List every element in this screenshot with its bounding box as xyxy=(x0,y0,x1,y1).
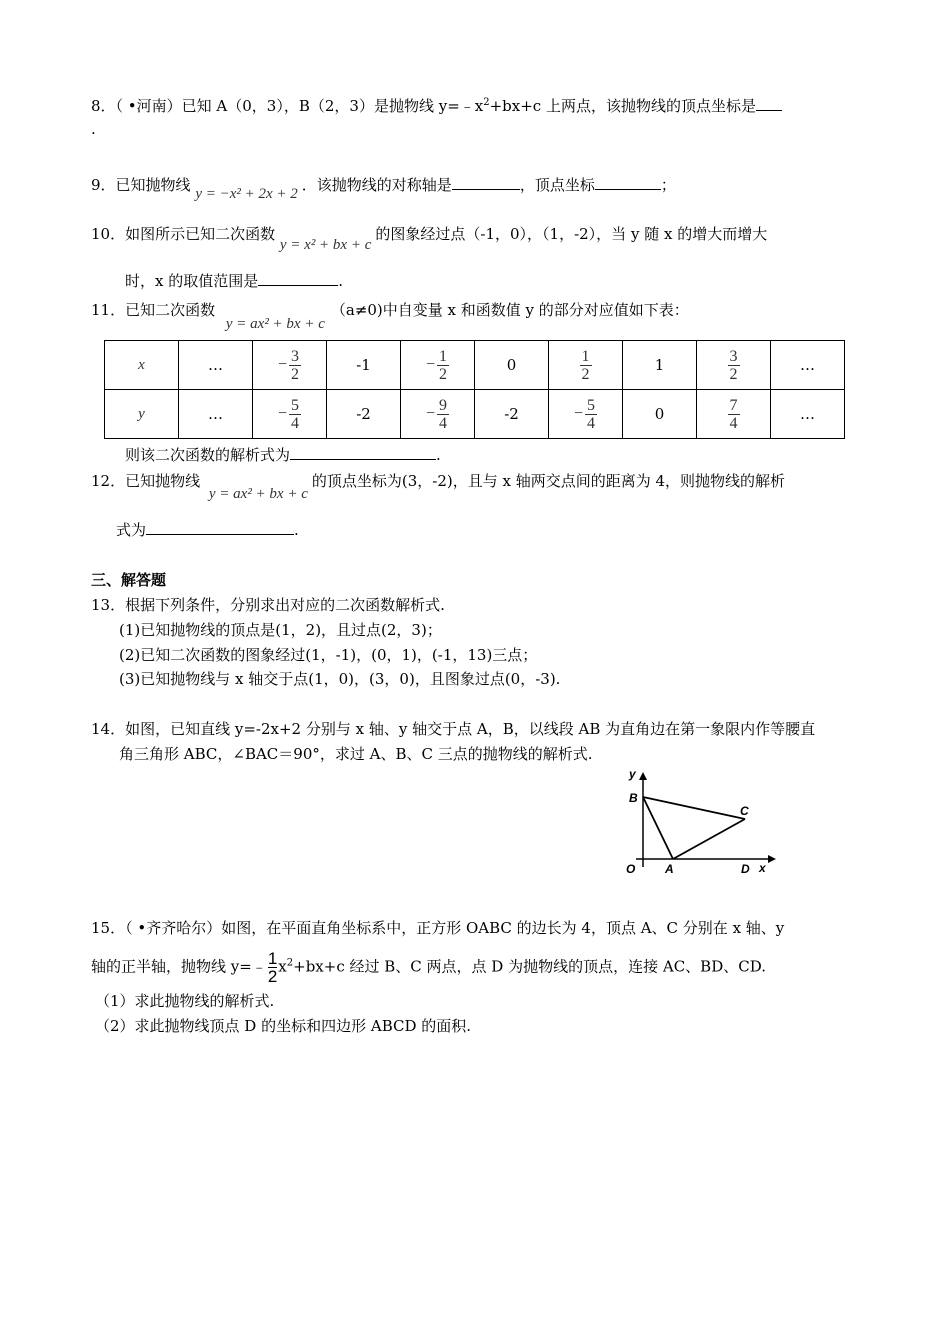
y-cell-value: 0 xyxy=(654,405,665,423)
y-cell-denominator: 4 xyxy=(291,414,300,432)
q8-text-post: +bx+c 上两点，该抛物线的顶点坐标是 xyxy=(489,97,756,115)
q15-frac-num: 1 xyxy=(267,949,278,968)
q15-x: x xyxy=(278,957,287,976)
q12-blank xyxy=(146,520,294,535)
x-cell-denominator: 2 xyxy=(581,366,590,383)
label-b: B xyxy=(629,791,638,805)
q9-mid2: ，顶点坐标 xyxy=(519,176,595,194)
table-cell xyxy=(253,341,327,390)
x-cell-fraction xyxy=(728,348,740,383)
q12-line2-text: 式为 xyxy=(116,521,147,539)
q10-text: 10．如图所示已知二次函数 xyxy=(91,225,276,243)
label-y: y xyxy=(629,767,636,781)
x-cell-numerator: 3 xyxy=(729,348,738,365)
table-cell xyxy=(549,341,623,390)
x-cell-sign: − xyxy=(425,356,436,373)
q12-text: 12．已知抛物线 xyxy=(91,472,201,490)
table-cell xyxy=(327,341,401,390)
x-cell-value: 0 xyxy=(506,356,517,374)
table-cell xyxy=(475,390,549,439)
table-cell xyxy=(327,390,401,439)
q9-text: 9．已知抛物线 xyxy=(91,176,191,194)
q13-item: (1)已知抛物线的顶点是(1，2)，且过点(2，3)； xyxy=(119,621,442,639)
section-heading: 三、解答题 xyxy=(91,571,167,589)
x-cell-value: -1 xyxy=(356,356,371,374)
table-cell xyxy=(401,390,475,439)
y-cell-value: -2 xyxy=(356,405,371,423)
q15-item: （1）求此抛物线的解析式. xyxy=(95,992,275,1010)
q9-end: ； xyxy=(660,176,676,194)
y-cell-sign: − xyxy=(277,405,288,422)
table-cell xyxy=(697,390,771,439)
q8-line1 xyxy=(91,96,782,116)
q10-line1 xyxy=(91,224,768,253)
y-cell-fraction xyxy=(426,397,449,432)
x-cell-denominator: 2 xyxy=(291,365,300,383)
segment-ac xyxy=(673,819,745,859)
x-cell-numerator: 1 xyxy=(581,348,590,365)
y-cell-denominator: 4 xyxy=(587,414,596,432)
x-axis-arrow xyxy=(768,855,776,863)
q15-line1: 15．（ •齐齐哈尔）如图，在平面直角坐标系中，正方形 OABC 的边长为 4，顶点 A、C 分别在 x 轴、y xyxy=(91,919,785,937)
y-cell-numerator: 7 xyxy=(729,397,738,414)
table-x-label: x xyxy=(105,341,179,390)
y-cell-numerator: 9 xyxy=(439,396,448,414)
x-cell-value: 1 xyxy=(654,356,665,374)
q11-after-end: . xyxy=(436,446,441,464)
x-cell-fraction xyxy=(426,348,449,383)
x-cell-denominator: 2 xyxy=(729,366,738,383)
y-cell-fraction xyxy=(728,397,740,432)
q15-line2-pre: 轴的正半轴，抛物线 y=﹣ xyxy=(91,957,267,976)
q15-item: （2）求此抛物线顶点 D 的坐标和四边形 ABCD 的面积. xyxy=(95,1017,472,1035)
label-x: x xyxy=(759,861,766,875)
table-ellipsis: … xyxy=(179,341,253,390)
x-cell-denominator: 2 xyxy=(439,365,448,383)
q11-line xyxy=(91,300,689,332)
q9-mid: ．该抛物线的对称轴是 xyxy=(301,176,452,194)
triangle-figure xyxy=(618,764,778,884)
label-d: D xyxy=(741,862,750,876)
q15-fraction xyxy=(268,950,277,985)
table-cell xyxy=(549,390,623,439)
x-cell-numerator: 1 xyxy=(439,347,448,365)
q12-line2 xyxy=(116,520,299,540)
table-row-y xyxy=(105,390,845,439)
q11-formula: y = ax² + bx + c xyxy=(225,316,325,332)
table-ellipsis: … xyxy=(771,341,845,390)
q10-line2 xyxy=(125,271,343,291)
value-table xyxy=(104,340,845,439)
q11-after xyxy=(125,445,441,465)
y-cell-numerator: 5 xyxy=(291,396,300,414)
q12-end: . xyxy=(294,521,299,539)
table-cell xyxy=(697,341,771,390)
q10-blank xyxy=(258,271,338,286)
y-cell-fraction xyxy=(574,397,597,432)
q9-line xyxy=(91,175,676,202)
table-ellipsis: … xyxy=(771,390,845,439)
y-cell-denominator: 4 xyxy=(729,415,738,432)
y-cell-sign: − xyxy=(573,405,584,422)
q8-sup: 2 xyxy=(483,97,490,108)
label-a: A xyxy=(665,862,674,876)
q14-line1: 14．如图，已知直线 y=-2x+2 分别与 x 轴、y 轴交于点 A，B，以线段 AB 为直角边在第一象限内作等腰直 xyxy=(91,720,816,738)
q15-frac-den: 2 xyxy=(267,967,278,986)
q8-line2: . xyxy=(91,120,96,138)
y-cell-value: -2 xyxy=(504,405,519,423)
q15-line2 xyxy=(91,949,766,986)
q10-line2-text: 时，x 的取值范围是 xyxy=(125,272,259,290)
table-cell xyxy=(401,341,475,390)
label-o: O xyxy=(626,862,636,876)
q13-item: (2)已知二次函数的图象经过(1，-1)，(0，1)，(-1，13)三点； xyxy=(119,646,538,664)
q11-post: （a≠0)中自变量 x 和函数值 y 的部分对应值如下表： xyxy=(330,301,689,319)
q10-end: . xyxy=(338,272,344,290)
q11-blank xyxy=(290,445,436,460)
q15-sup: 2 xyxy=(286,957,294,969)
y-cell-sign: − xyxy=(425,405,436,422)
segment-ab xyxy=(643,797,673,859)
x-cell-numerator: 3 xyxy=(291,347,300,365)
q10-post: 的图象经过点（-1，0），（1，-2），当 y 随 x 的增大而增大 xyxy=(375,225,768,243)
table-row-x xyxy=(105,341,845,390)
y-cell-numerator: 5 xyxy=(587,396,596,414)
table-cell xyxy=(623,341,697,390)
q9-blank-axis xyxy=(452,175,520,190)
q12-line1 xyxy=(91,471,786,502)
x-cell-fraction xyxy=(580,348,592,383)
y-axis-arrow xyxy=(639,772,647,780)
segment-bc xyxy=(643,797,745,819)
q14-line2: 角三角形 ABC，∠BAC＝90°，求过 A、B、C 三点的抛物线的解析式. xyxy=(119,745,593,763)
table-cell xyxy=(253,390,327,439)
q8-text-pre: 8．（ •河南）已知 A（0，3），B（2，3）是抛物线 y=﹣x xyxy=(91,97,484,115)
table-cell xyxy=(623,390,697,439)
label-c: C xyxy=(740,804,749,818)
q12-post: 的顶点坐标为(3，-2)，且与 x 轴两交点间的距离为 4，则抛物线的解析 xyxy=(311,472,786,490)
table-y-label: y xyxy=(105,390,179,439)
q9-formula: y = −x² + 2x + 2 xyxy=(195,186,298,202)
x-cell-sign: − xyxy=(277,356,288,373)
q11-after-text: 则该二次函数的解析式为 xyxy=(125,446,291,464)
q10-formula: y = x² + bx + c xyxy=(279,237,372,253)
q13-item: (3)已知抛物线与 x 轴交于点(1，0)，(3，0)，且图象过点(0，-3). xyxy=(119,670,561,688)
y-cell-denominator: 4 xyxy=(439,414,448,432)
table-cell xyxy=(475,341,549,390)
q9-blank-vertex xyxy=(595,175,661,190)
y-cell-fraction xyxy=(278,397,301,432)
q12-formula: y = ax² + bx + c xyxy=(208,486,308,502)
x-cell-fraction xyxy=(278,348,301,383)
q13-title: 13．根据下列条件，分别求出对应的二次函数解析式. xyxy=(91,596,445,614)
table-ellipsis: … xyxy=(179,390,253,439)
q15-line2-post: +bx+c 经过 B、C 两点，点 D 为抛物线的顶点，连接 AC、BD、CD. xyxy=(293,957,766,976)
q11-text: 11．已知二次函数 xyxy=(91,301,216,319)
q8-blank xyxy=(756,96,782,111)
